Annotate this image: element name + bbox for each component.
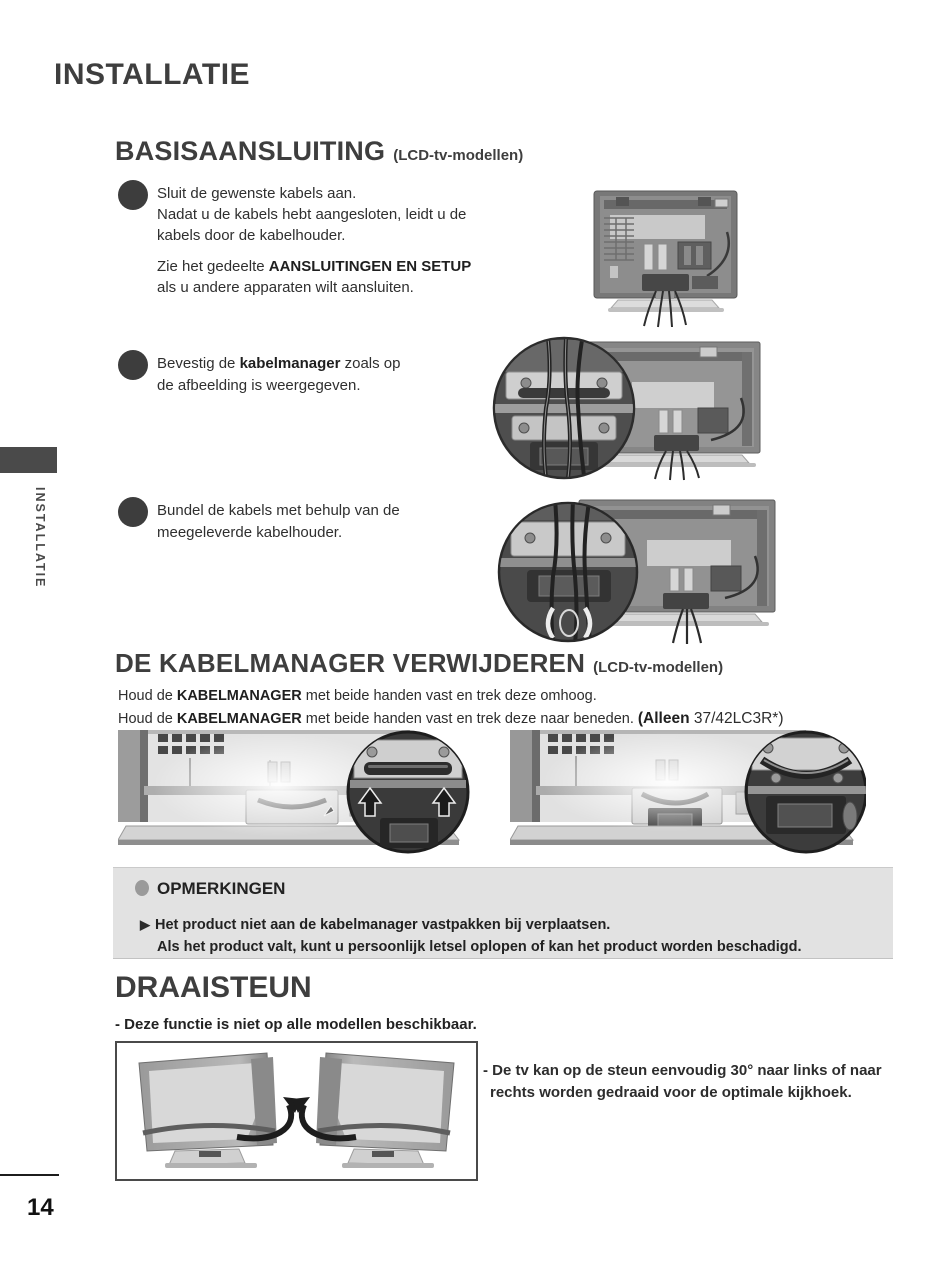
step-3-line-2: meegeleverde kabelhouder. bbox=[157, 524, 343, 541]
step-3-text bbox=[157, 500, 400, 544]
magnifier-circle bbox=[348, 732, 468, 852]
note-bullet-icon bbox=[135, 880, 149, 896]
magnifier-circle bbox=[494, 338, 634, 478]
step-2-line-1-pre: Bevestig de bbox=[157, 355, 240, 372]
sidebar-chapter-tab bbox=[0, 447, 57, 473]
km-line-1-pre: Houd de bbox=[118, 688, 177, 704]
step-1-line-4-pre: Zie het gedeelte bbox=[157, 258, 269, 275]
km-line-1-bold: KABELMANAGER bbox=[176, 688, 302, 704]
step-2-text bbox=[157, 353, 401, 397]
magnifier-circle bbox=[499, 500, 637, 644]
step-1-line-4 bbox=[157, 256, 471, 277]
section-basisaansluiting-heading bbox=[115, 136, 523, 167]
cable-manager-attach-illustration bbox=[492, 336, 764, 482]
cable-manager-remove-down-illustration bbox=[510, 730, 866, 857]
swivel-tv-left bbox=[139, 1053, 301, 1168]
section-kabelmanager-heading bbox=[115, 648, 723, 679]
notes-box bbox=[113, 867, 893, 959]
km-line-2-alleen: (Alleen bbox=[637, 709, 690, 727]
page-number: 14 bbox=[27, 1194, 54, 1221]
note-line-1 bbox=[140, 914, 610, 936]
section-heading-model-note: (LCD-tv-modellen) bbox=[593, 659, 724, 676]
kabelmanager-instructions bbox=[118, 686, 783, 730]
notes-heading-row bbox=[135, 879, 285, 899]
sidebar-chapter-label: INSTALLATIE bbox=[33, 487, 47, 589]
step-3-line-1: Bundel de kabels met behulp van de bbox=[157, 502, 400, 519]
tv-back-cables-illustration bbox=[580, 188, 750, 330]
footer-rule bbox=[0, 1174, 59, 1176]
km-line-2-post: met beide handen vast en trek deze naar beneden. bbox=[301, 710, 638, 727]
step-3-marker bbox=[118, 497, 148, 527]
km-line-1-post: met beide handen vast en trek deze omhoog. bbox=[301, 688, 597, 704]
km-line-2-bold: KABELMANAGER bbox=[176, 710, 302, 727]
magnifier-circle bbox=[746, 732, 866, 852]
step-1-text bbox=[157, 183, 471, 298]
kabelmanager-line-1 bbox=[118, 686, 783, 708]
cable-holder-bundle-illustration bbox=[497, 496, 782, 648]
section-heading-text: DE KABELMANAGER VERWIJDEREN bbox=[115, 648, 586, 678]
step-1-line-4-bold: AANSLUITINGEN EN SETUP bbox=[268, 258, 472, 275]
kabelmanager-line-2 bbox=[118, 708, 783, 731]
draaisteun-desc-line-2: rechts worden gedraaid voor de optimale kijkhoek. bbox=[490, 1084, 852, 1101]
draaisteun-subtitle: - Deze functie is niet op alle modellen beschikbaar. bbox=[115, 1016, 477, 1033]
draaisteun-description bbox=[483, 1060, 882, 1104]
swivel-tv-right bbox=[292, 1053, 454, 1168]
step-2-marker bbox=[118, 350, 148, 380]
step-1-marker bbox=[118, 180, 148, 210]
notes-heading: OPMERKINGEN bbox=[157, 879, 286, 898]
step-2-line-1-bold: kabelmanager bbox=[239, 355, 341, 372]
triangle-bullet-icon: ▶ bbox=[140, 917, 150, 932]
step-1-line-2: Nadat u de kabels hebt aangesloten, leidt u de bbox=[157, 206, 467, 223]
step-2-line-1 bbox=[157, 353, 401, 375]
note-line-1-bold: kabelmanager bbox=[320, 917, 418, 933]
section-heading-text: BASISAANSLUITING bbox=[115, 136, 386, 166]
step-1-line-1: Sluit de gewenste kabels aan. bbox=[157, 185, 357, 202]
draaisteun-desc-line-1: - De tv kan op de steun eenvoudig 30° naar links of naar bbox=[483, 1062, 882, 1079]
note-line-1-pre: Het product niet aan de bbox=[155, 917, 321, 933]
section-draaisteun-heading: DRAAISTEUN bbox=[115, 971, 312, 1004]
step-2-line-1-post: zoals op bbox=[340, 355, 401, 372]
step-1-line-5: als u andere apparaten wilt aansluiten. bbox=[157, 279, 414, 296]
step-2-line-2: de afbeelding is weergegeven. bbox=[157, 377, 361, 394]
km-line-2-model: 37/42LC3R*) bbox=[689, 709, 784, 727]
page-title: INSTALLATIE bbox=[54, 58, 251, 91]
step-1-line-3: kabels door de kabelhouder. bbox=[157, 227, 346, 244]
note-line-1-post: vastpakken bij verplaatsen. bbox=[417, 917, 611, 933]
swivel-stand-illustration bbox=[115, 1041, 478, 1181]
section-heading-model-note: (LCD-tv-modellen) bbox=[393, 147, 524, 164]
cable-manager-remove-up-illustration bbox=[118, 730, 470, 857]
note-line-2: Als het product valt, kunt u persoonlijk letsel oplopen of kan het product worden beschadigd. bbox=[157, 939, 802, 955]
km-line-2-pre: Houd de bbox=[118, 710, 177, 727]
